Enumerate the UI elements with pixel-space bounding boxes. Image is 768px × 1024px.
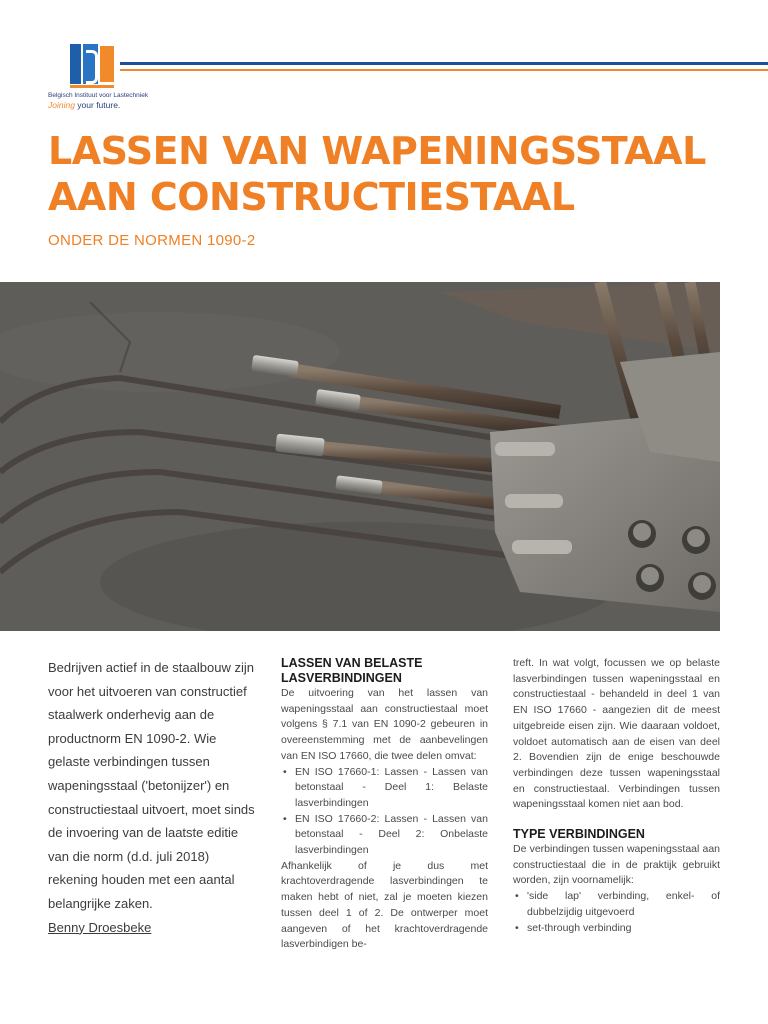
bil-logo-mark bbox=[70, 44, 114, 84]
bil-logo bbox=[48, 44, 148, 110]
section-heading-belaste: LASSEN VAN BELASTE LASVERBINDINGEN bbox=[281, 656, 423, 685]
section1-paragraph-2-part-1: Afhankelijk of je dus met krachtoverdragende lasverbindingen te maken hebt of niet, zal je moeten kiezen tussen deel 1 of 2. De ontwerper moet aangeven of het krachtoverdragende lasverbindigen be- bbox=[281, 859, 488, 951]
list-item: • EN ISO 17660-2: Lassen - Lassen van betonstaal - Deel 2: Onbelaste lasverbindingen bbox=[295, 812, 488, 859]
section2-bullet-list bbox=[513, 889, 720, 936]
section2-paragraph-1: De verbindingen tussen wapeningsstaal aan constructiestaal die in de praktijk gebruikt worden, zijn voornamelijk: bbox=[513, 843, 720, 887]
title-line-2: AAN CONSTRUCTIESTAAL bbox=[48, 175, 575, 219]
section-heading-type: TYPE VERBINDINGEN bbox=[513, 827, 645, 842]
author-link[interactable]: Benny Droesbeke bbox=[48, 919, 152, 935]
section1-bullet-list bbox=[281, 765, 488, 859]
section1-paragraph-1: De uitvoering van het lassen van wapeningsstaal aan constructiestaal moet volgens § 7.1 van EN 1090-2 gebeuren in overeenstemming met de aanbevelingen van EN ISO 17660, die twee delen omvat: bbox=[281, 687, 488, 762]
tagline bbox=[48, 100, 148, 110]
list-item: • set-through verbinding bbox=[527, 921, 720, 937]
logo-strip bbox=[70, 85, 114, 88]
institute-name: Belgisch Instituut voor Lastechniek bbox=[48, 92, 149, 99]
title-line-1: LASSEN VAN WAPENINGSSTAAL bbox=[48, 129, 706, 173]
header-rule-orange bbox=[120, 69, 768, 71]
header-rule-blue bbox=[120, 62, 768, 65]
rebar-photo-illustration bbox=[0, 282, 720, 631]
list-item: • EN ISO 17660-1: Lassen - Lassen van betonstaal - Deel 1: Belaste lasverbindingen bbox=[295, 765, 488, 812]
rebar-photo bbox=[0, 282, 720, 631]
section1-paragraph-2-part-2: treft. In wat volgt, focussen we op belaste lasverbindingen tussen wapeningsstaal en constructiestaal - behandeld in deel 1 van EN ISO 17660 - aangezien dit de meest uitgebreide eisen zijn. Wie daaraan voldoet, voldoet automatisch aan de eisen van deel 2. Bovendien zijn de enige beschouwde verbindingen deze tussen wapeningsstaal en constructiestaal. Verbindingen tussen wapeningsstaal komen niet aan bod. bbox=[513, 657, 720, 811]
body-column-2 bbox=[281, 656, 488, 953]
article-title bbox=[48, 128, 748, 220]
tagline-accent: Joining bbox=[48, 100, 75, 110]
article-subtitle: ONDER DE NORMEN 1090-2 bbox=[48, 232, 256, 249]
intro-paragraph: Bedrijven actief in de staalbouw zijn voor het uitvoeren van constructief staalwerk onderhevig aan de productnorm EN 1090-2. Wie gelaste verbindingen tussen wapeningsstaal ('betonijzer') en constructiestaal uitvoert, moet sinds de invoering van de laatste editie van die norm (d.d. juli 2018) rekening houden met een aantal belangrijke zaken. bbox=[48, 660, 255, 911]
body-column-3 bbox=[513, 656, 720, 936]
intro-column bbox=[48, 656, 258, 935]
tagline-rest: your future. bbox=[74, 100, 121, 110]
list-item: • 'side lap' verbinding, enkel- of dubbelzijdig uitgevoerd bbox=[527, 889, 720, 920]
